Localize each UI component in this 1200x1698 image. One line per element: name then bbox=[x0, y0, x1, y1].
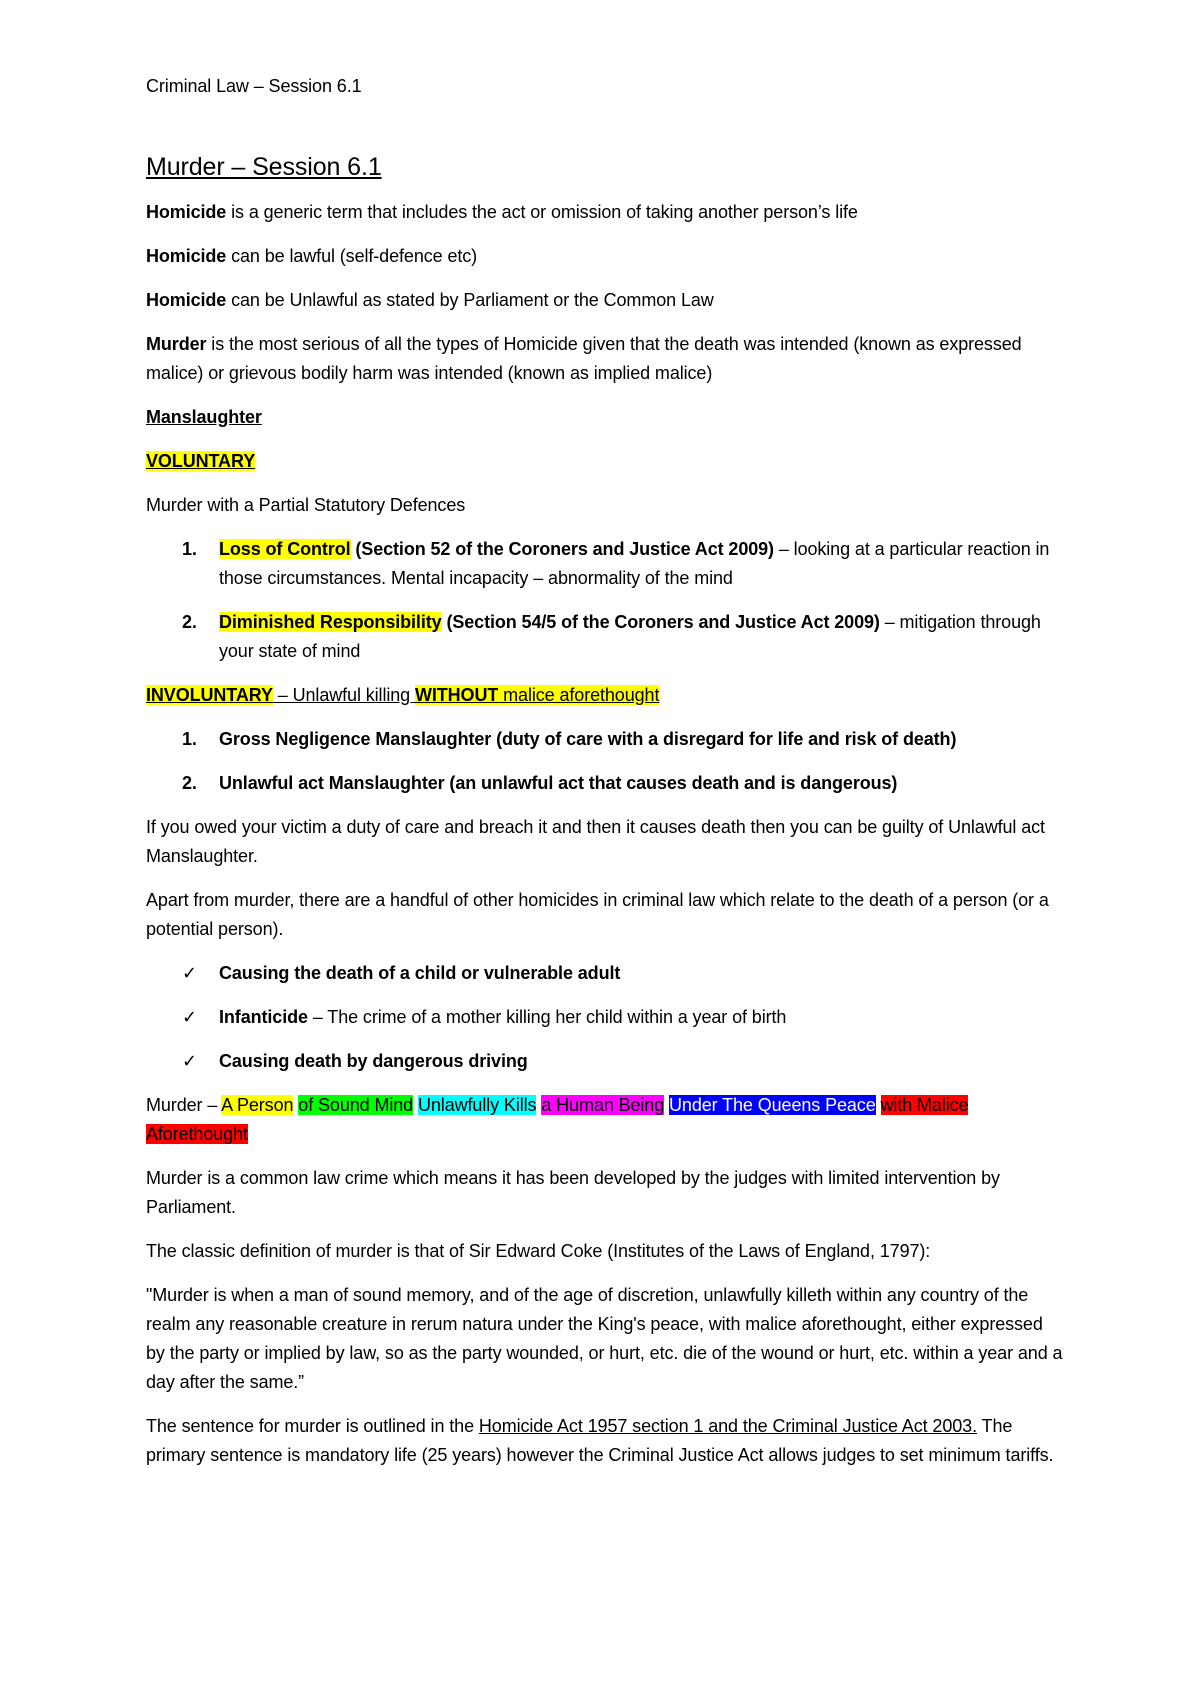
statute-reference: (Section 54/5 of the Coroners and Justice Act 2009) bbox=[441, 612, 880, 632]
voluntary-description: Murder with a Partial Statutory Defences bbox=[146, 495, 466, 515]
list-number: 2. bbox=[182, 612, 197, 632]
list-item: ✓ Infanticide – The crime of a mother killing her child within a year of birth bbox=[146, 1003, 1066, 1032]
murder-definition: Murder – A Person of Sound Mind Unlawfully Kills a Human Being Under The Queens Peace with Malice Aforethought bbox=[146, 1095, 969, 1144]
list-item: ✓ Causing the death of a child or vulnerable adult bbox=[146, 959, 1066, 988]
involuntary-heading: INVOLUNTARY – Unlawful killing WITHOUT malice aforethought bbox=[146, 685, 660, 705]
other-homicides-paragraph: Apart from murder, there are a handful of other homicides in criminal law which relate to the death of a person (or a potential person). bbox=[146, 890, 1049, 939]
sentence-paragraph: The sentence for murder is outlined in the Homicide Act 1957 section 1 and the Criminal Justice Act 2003. The primary sentence is mandatory life (25 years) however the Criminal Justice Act allows judges to set minimum tariffs. bbox=[146, 1416, 1054, 1465]
term: Homicide bbox=[146, 202, 227, 222]
definition-part: Under The Queens Peace bbox=[669, 1095, 876, 1115]
list-number: 2. bbox=[182, 773, 197, 793]
intro-paragraph bbox=[146, 242, 1066, 271]
definition-part: with Malice Aforethought bbox=[146, 1095, 969, 1144]
term: Homicide bbox=[146, 290, 227, 310]
involuntary-list bbox=[146, 725, 1066, 798]
item-description: – mitigation through your state of mind bbox=[219, 612, 1041, 661]
statute-link: Homicide Act 1957 section 1 and the Criminal Justice Act 2003. bbox=[478, 1416, 977, 1436]
document-body bbox=[146, 150, 1066, 1485]
intro-text: can be Unlawful as stated by Parliament or the Common Law bbox=[226, 290, 714, 310]
defence-term: Diminished Responsibility bbox=[219, 612, 442, 632]
check-mark-icon: ✓ bbox=[182, 1051, 197, 1072]
document-header: Criminal Law – Session 6.1 bbox=[146, 76, 362, 96]
list-item bbox=[146, 769, 1066, 798]
other-homicides-list bbox=[146, 959, 1066, 1076]
intro-paragraph bbox=[146, 286, 1066, 315]
list-number: 1. bbox=[182, 729, 197, 749]
coke-quote: "Murder is when a man of sound memory, and of the age of discretion, unlawfully killeth within any country of the realm any reasonable creature in rerum natura under the King's peace, with malice aforethought, either expressed by the party or implied by law, so as the party wounded, or hurt, etc. die of the wound or hurt, etc. within a year and a day after the same.” bbox=[146, 1285, 1063, 1392]
duty-of-care-paragraph: If you owed your victim a duty of care and breach it and then it causes death then you can be guilty of Unlawful act Manslaughter. bbox=[146, 817, 1045, 866]
list-item bbox=[146, 725, 1066, 754]
defence-term: Loss of Control bbox=[219, 539, 351, 559]
voluntary-heading: VOLUNTARY bbox=[146, 451, 256, 471]
manslaughter-heading: Manslaughter bbox=[146, 407, 262, 427]
intro-text: is the most serious of all the types of Homicide given that the death was intended (known as expressed malice) or grievous bodily harm was intended (known as implied malice) bbox=[146, 334, 1022, 383]
intro-text: can be lawful (self-defence etc) bbox=[226, 246, 478, 266]
statute-reference: (Section 52 of the Coroners and Justice Act 2009) bbox=[350, 539, 774, 559]
definition-part: a Human Being bbox=[541, 1095, 665, 1115]
intro-paragraph bbox=[146, 198, 1066, 227]
check-mark-icon: ✓ bbox=[182, 963, 197, 984]
page-title: Murder – Session 6.1 bbox=[146, 153, 382, 181]
list-number: 1. bbox=[182, 539, 197, 559]
item-text: Gross Negligence Manslaughter (duty of care with a disregard for life and risk of death) bbox=[219, 729, 957, 749]
list-item bbox=[146, 608, 1066, 666]
item-text: Unlawful act Manslaughter (an unlawful act that causes death and is dangerous) bbox=[219, 773, 898, 793]
list-item: ✓ Causing death by dangerous driving bbox=[146, 1047, 1066, 1076]
common-law-paragraph: Murder is a common law crime which means it has been developed by the judges with limited intervention by Parliament. bbox=[146, 1168, 1000, 1217]
term: Homicide bbox=[146, 246, 227, 266]
check-mark-icon: ✓ bbox=[182, 1007, 197, 1028]
intro-text: is a generic term that includes the act or omission of taking another person’s life bbox=[226, 202, 858, 222]
definition-part: Unlawfully Kills bbox=[417, 1095, 537, 1115]
intro-paragraph bbox=[146, 330, 1066, 388]
voluntary-list bbox=[146, 535, 1066, 666]
term: Murder bbox=[146, 334, 207, 354]
definition-part: A Person bbox=[221, 1095, 294, 1115]
list-item bbox=[146, 535, 1066, 593]
classic-definition-paragraph: The classic definition of murder is that of Sir Edward Coke (Institutes of the Laws of England, 1797): bbox=[146, 1241, 931, 1261]
item-description: – looking at a particular reaction in those circumstances. Mental incapacity – abnormality of the mind bbox=[219, 539, 1050, 588]
definition-part: of Sound Mind bbox=[298, 1095, 414, 1115]
